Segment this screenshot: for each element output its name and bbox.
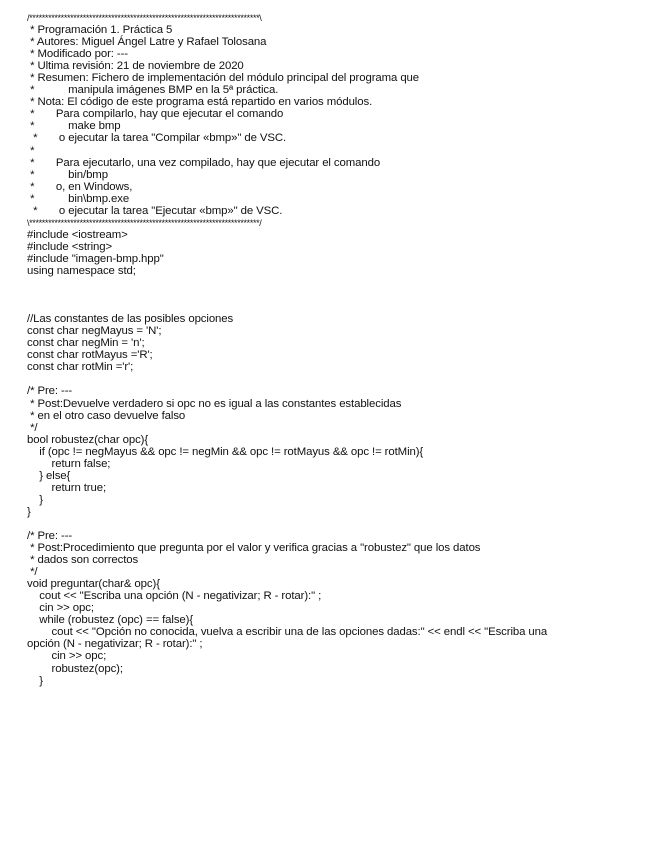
code-line: \*************************************************************************/ bbox=[27, 217, 262, 228]
code-line: using namespace std; bbox=[27, 264, 136, 277]
code-line: robustez(opc); bbox=[27, 662, 123, 675]
code-line: * make bmp bbox=[27, 120, 121, 133]
code-line: } bbox=[27, 493, 43, 506]
code-line: opción (N - negativizar; R - rotar):" ; bbox=[27, 638, 203, 651]
code-line: if (opc != negMayus && opc != negMin && opc != rotMayus && opc != rotMin){ bbox=[27, 445, 424, 458]
code-line: cout << "Escriba una opción (N - negativizar; R - rotar):" ; bbox=[27, 590, 322, 603]
code-line: * Post:Procedimiento que pregunta por el valor y verifica gracias a "robustez" que los datos bbox=[27, 542, 481, 555]
code-line: const char rotMin ='r'; bbox=[27, 361, 134, 374]
code-line: * Modificado por: --- bbox=[27, 48, 128, 61]
code-line: * Autores: Miguel Ángel Latre y Rafael Tolosana bbox=[27, 36, 267, 49]
code-line: * Programación 1. Práctica 5 bbox=[27, 24, 173, 37]
code-line: while (robustez (opc) == false){ bbox=[27, 614, 194, 627]
code-line: */ bbox=[27, 421, 38, 434]
code-line bbox=[27, 301, 647, 313]
code-line: * Ultima revisión: 21 de noviembre de 2020 bbox=[27, 60, 244, 73]
source-code-document bbox=[27, 12, 647, 687]
code-line: cin >> opc; bbox=[27, 602, 94, 615]
code-line: const char negMin = 'n'; bbox=[27, 337, 145, 350]
code-line: cin >> opc; bbox=[27, 650, 107, 663]
code-line: cout << "Opción no conocida, vuelva a escribir una de las opciones dadas:" << endl << "Escriba una bbox=[27, 626, 548, 639]
code-line: * o, en Windows, bbox=[27, 180, 133, 193]
code-line bbox=[27, 373, 647, 385]
code-line: } bbox=[27, 505, 31, 518]
code-line: * en el otro caso devuelve falso bbox=[27, 409, 186, 422]
code-line: } else{ bbox=[27, 469, 71, 482]
code-line: * bin/bmp bbox=[27, 168, 108, 181]
code-line bbox=[27, 289, 647, 301]
code-line: #include <iostream> bbox=[27, 228, 128, 241]
code-line: * o ejecutar la tarea "Compilar «bmp»" de VSC. bbox=[27, 132, 287, 145]
code-line: * Para compilarlo, hay que ejecutar el comando bbox=[27, 108, 284, 121]
code-line bbox=[27, 277, 647, 289]
code-line: * bbox=[27, 144, 35, 157]
code-line: * manipula imágenes BMP en la 5ª práctica. bbox=[27, 84, 279, 97]
code-line: } bbox=[27, 674, 43, 687]
code-line: * bin\bmp.exe bbox=[27, 192, 130, 205]
code-line: * Nota: El código de este programa está repartido en varios módulos. bbox=[27, 96, 373, 109]
code-line: #include "imagen-bmp.hpp" bbox=[27, 252, 164, 265]
code-line: /* Pre: --- bbox=[27, 385, 73, 398]
code-line bbox=[27, 518, 647, 530]
code-line: * dados son correctos bbox=[27, 554, 139, 567]
code-line: */ bbox=[27, 566, 38, 579]
code-line: const char negMayus = 'N'; bbox=[27, 325, 162, 338]
code-line: * Para ejecutarlo, una vez compilado, hay que ejecutar el comando bbox=[27, 156, 381, 169]
code-line: bool robustez(char opc){ bbox=[27, 433, 149, 446]
code-line: /* Pre: --- bbox=[27, 530, 73, 543]
code-line: /*************************************************************************\ bbox=[27, 13, 262, 23]
code-line: return true; bbox=[27, 481, 107, 494]
code-line: const char rotMayus ='R'; bbox=[27, 349, 153, 362]
code-line: * o ejecutar la tarea "Ejecutar «bmp»" de VSC. bbox=[27, 204, 283, 217]
code-line: #include <string> bbox=[27, 240, 113, 253]
code-line: //Las constantes de las posibles opciones bbox=[27, 313, 234, 326]
code-line: return false; bbox=[27, 457, 111, 470]
code-line: void preguntar(char& opc){ bbox=[27, 578, 160, 591]
code-line: * Post:Devuelve verdadero si opc no es igual a las constantes establecidas bbox=[27, 397, 402, 410]
code-line: * Resumen: Fichero de implementación del módulo principal del programa que bbox=[27, 72, 420, 85]
